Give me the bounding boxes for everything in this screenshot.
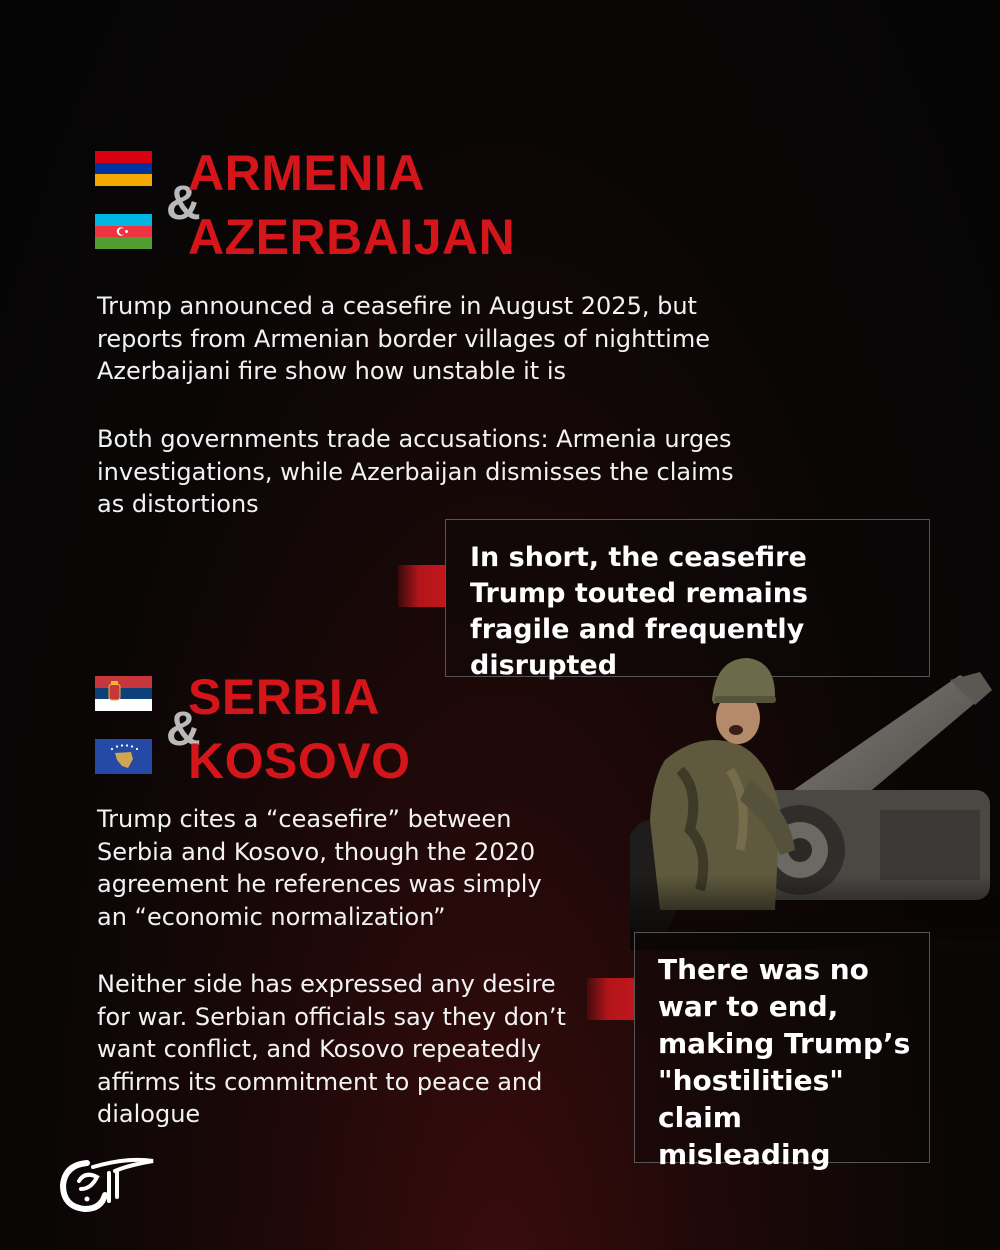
kosovo-flag-icon xyxy=(95,739,152,774)
serbia-paragraph-1: Trump cites a “ceasefire” between Serbia and Kosovo, though the 2020 agreement he references was simply an “economic normalization” xyxy=(97,805,542,931)
callout-accent-bar xyxy=(398,565,445,607)
callout-accent-bar-2 xyxy=(587,978,634,1020)
azerbaijan-flag-icon xyxy=(95,214,152,249)
ampersand-serbia-kosovo: & xyxy=(166,703,201,756)
al-mayadeen-logo-icon xyxy=(57,1155,157,1215)
armenia-paragraph-2: Both governments trade accusations: Armenia urges investigations, while Azerbaijan dismisses the claims as distortions xyxy=(97,425,734,518)
serbia-flag-icon xyxy=(95,676,152,711)
armenia-paragraph-1: Trump announced a ceasefire in August 2025, but reports from Armenian border villages of nighttime Azerbaijani fire show how unstable it is xyxy=(97,292,710,385)
soldier-artillery-photo xyxy=(630,650,1000,950)
armenia-flag-icon xyxy=(95,151,152,186)
title-armenia: ARMENIA xyxy=(188,145,425,201)
title-kosovo: KOSOVO xyxy=(188,733,411,789)
armenia-callout-text: In short, the ceasefire Trump touted remains fragile and frequently disrupted xyxy=(470,542,809,681)
title-serbia: SERBIA xyxy=(188,669,380,725)
title-azerbaijan: AZERBAIJAN xyxy=(188,209,516,265)
ampersand-armenia-azerbaijan: & xyxy=(166,177,201,230)
serbia-callout-text: There was no war to end, making Trump’s "hostilities" claim misleading xyxy=(658,953,911,1171)
serbia-paragraph-2: Neither side has expressed any desire for war. Serbian officials say they don’t want conflict, and Kosovo repeatedly affirms its commitment to peace and dialogue xyxy=(97,970,566,1128)
